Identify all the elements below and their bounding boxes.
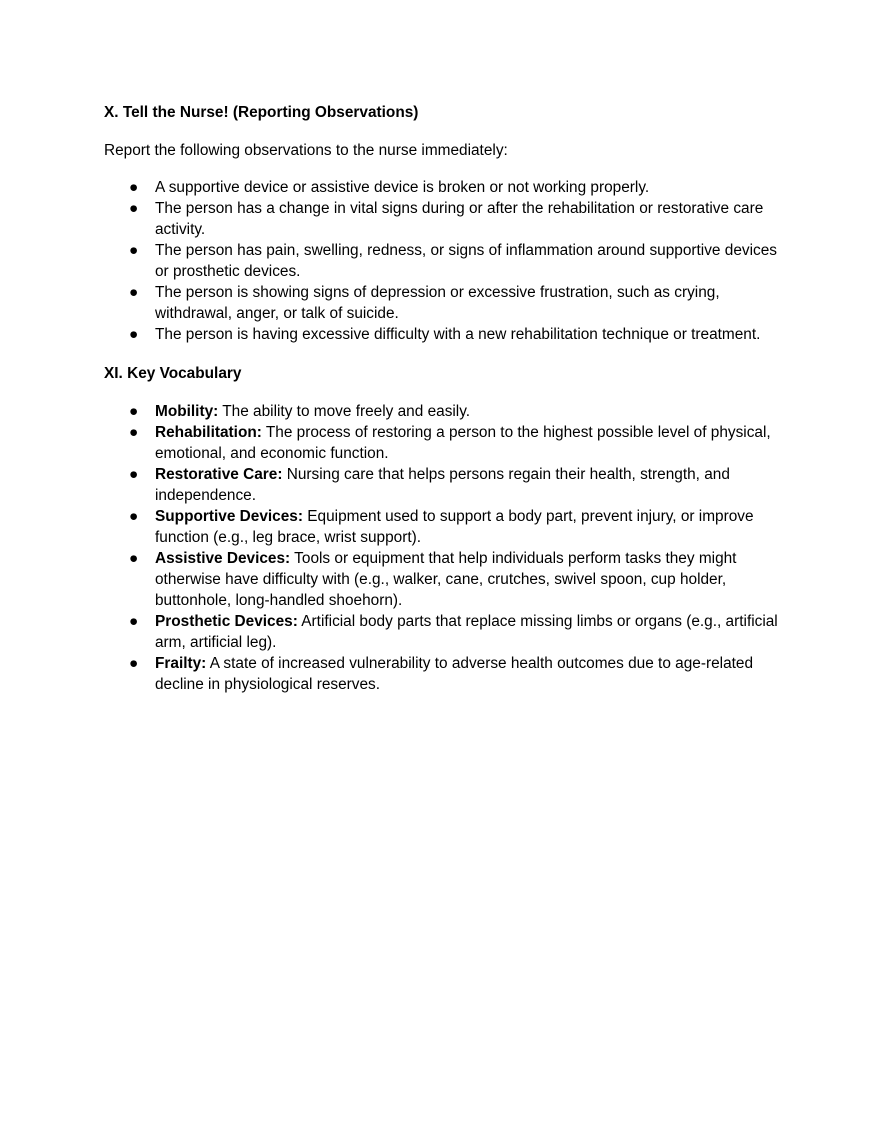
vocabulary-item-restorative-care <box>104 464 784 506</box>
vocabulary-item-frailty <box>104 653 784 695</box>
vocabulary-item-mobility <box>104 401 784 422</box>
bullet-icon: ● <box>129 550 139 567</box>
bullet-icon: ● <box>129 200 139 217</box>
list-item <box>104 282 784 324</box>
vocabulary-item-supportive-devices <box>104 506 784 548</box>
list-item <box>104 240 784 282</box>
list-item-text: The person is showing signs of depression or excessive frustration, such as crying, withdrawal, anger, or talk of suicide. <box>155 284 720 322</box>
vocabulary-term: Supportive Devices: <box>155 508 303 525</box>
section-intro: Report the following observations to the nurse immediately: <box>104 142 508 159</box>
vocabulary-term: Assistive Devices: <box>155 550 291 567</box>
vocabulary-item-rehabilitation <box>104 422 784 464</box>
list-item-text: The person has pain, swelling, redness, or signs of inflammation around supportive devices or prosthetic devices. <box>155 242 777 280</box>
bullet-icon: ● <box>129 242 139 259</box>
bullet-icon: ● <box>129 466 139 483</box>
vocabulary-term: Mobility: <box>155 403 219 420</box>
section-heading-key-vocabulary: XI. Key Vocabulary <box>104 365 242 382</box>
bullet-icon: ● <box>129 424 139 441</box>
bullet-icon: ● <box>129 613 139 630</box>
vocabulary-definition: A state of increased vulnerability to adverse health outcomes due to age-related decline in physiological reserves. <box>155 655 754 693</box>
document-page <box>104 102 784 695</box>
vocabulary-item-assistive-devices <box>104 548 784 611</box>
vocabulary-list <box>104 401 784 695</box>
list-item-text: The person is having excessive difficulty with a new rehabilitation technique or treatment. <box>155 326 761 343</box>
section-heading-reporting-observations: X. Tell the Nurse! (Reporting Observations) <box>104 104 419 121</box>
vocabulary-item-prosthetic-devices <box>104 611 784 653</box>
vocabulary-definition: Tools or equipment that help individuals perform tasks they might otherwise have difficulty with (e.g., walker, cane, crutches, swivel spoon, cup holder, buttonhole, long-handled shoehorn). <box>155 550 737 609</box>
bullet-icon: ● <box>129 403 139 420</box>
bullet-icon: ● <box>129 179 139 196</box>
bullet-icon: ● <box>129 508 139 525</box>
bullet-icon: ● <box>129 655 139 672</box>
list-item <box>104 198 784 240</box>
bullet-icon: ● <box>129 326 139 343</box>
observation-list <box>104 177 784 345</box>
vocabulary-definition: Equipment used to support a body part, prevent injury, or improve function (e.g., leg brace, wrist support). <box>155 508 754 546</box>
vocabulary-term: Restorative Care: <box>155 466 283 483</box>
list-item <box>104 177 784 198</box>
vocabulary-term: Prosthetic Devices: <box>155 613 298 630</box>
list-item-text: The person has a change in vital signs during or after the rehabilitation or restorative care activity. <box>155 200 764 238</box>
list-item <box>104 324 784 345</box>
vocabulary-definition: Artificial body parts that replace missing limbs or organs (e.g., artificial arm, artificial leg). <box>155 613 778 651</box>
vocabulary-definition: Nursing care that helps persons regain their health, strength, and independence. <box>155 466 730 504</box>
vocabulary-definition: The ability to move freely and easily. <box>218 403 471 420</box>
vocabulary-definition: The process of restoring a person to the highest possible level of physical, emotional, and economic function. <box>155 424 771 462</box>
vocabulary-term: Frailty: <box>155 655 207 672</box>
bullet-icon: ● <box>129 284 139 301</box>
vocabulary-term: Rehabilitation: <box>155 424 262 441</box>
list-item-text: A supportive device or assistive device is broken or not working properly. <box>155 179 650 196</box>
